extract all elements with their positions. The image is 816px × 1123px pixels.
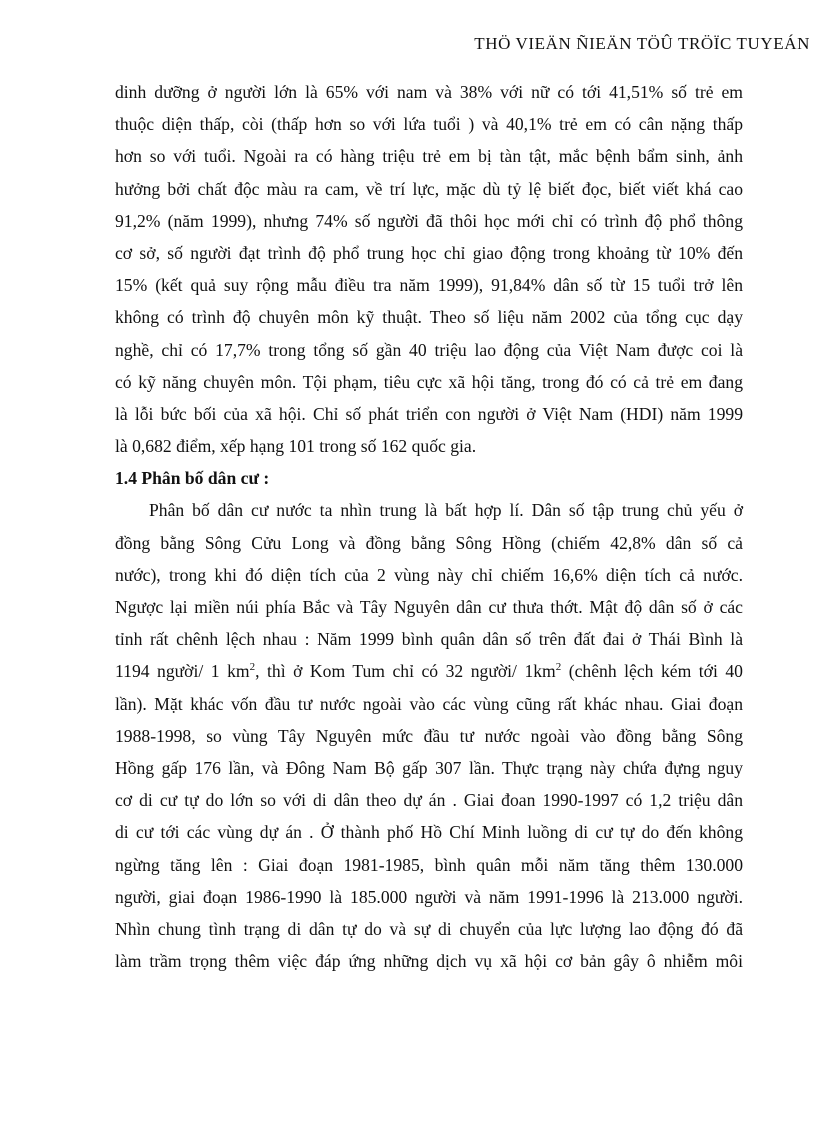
text-segment: 1194 người/ 1 km bbox=[115, 661, 250, 682]
paragraph-health-education bbox=[115, 76, 743, 462]
paragraph-population-distribution bbox=[115, 494, 743, 977]
section-heading: 1.4 Phân bố dân cư : bbox=[115, 468, 270, 489]
superscript: 2 bbox=[555, 661, 562, 674]
text-line: Phân bố dân cư nước ta nhìn trung là bất hợp lí. Dân số tập trung chủ yếu ở bbox=[149, 500, 743, 521]
text-line: có kỹ năng chuyên môn. Tội phạm, tiêu cực xã hội tăng, trong đó có cả trẻ em đang bbox=[115, 371, 743, 392]
text-line: là 0,682 điểm, xếp hạng 101 trong số 162 quốc gia. bbox=[115, 436, 477, 457]
text-line: cơ sở, số người đạt trình độ phổ trung học chỉ giao động trong khoảng từ 10% đến bbox=[115, 242, 743, 263]
text-line: không có trình độ chuyên môn kỹ thuật. Theo số liệu năm 2002 của tổng cục dạy bbox=[115, 307, 743, 328]
text-line: Hồng gấp 176 lần, và Đông Nam Bộ gấp 307 lần. Thực trạng này chứa đựng nguy bbox=[115, 757, 743, 778]
text-line: cơ di cư tự do lớn so với di dân theo dự án . Giai đoan 1990-1997 có 1,2 triệu dân bbox=[115, 790, 743, 811]
document-body bbox=[115, 76, 743, 977]
text-line: thuộc diện thấp, còi (thấp hơn so với lứa tuổi ) và 40,1% trẻ em có cân nặng thấp bbox=[115, 114, 743, 135]
text-line: người, giai đoạn 1986-1990 là 185.000 người và năm 1991-1996 là 213.000 người. bbox=[115, 886, 743, 907]
text-line: dinh dưỡng ở người lớn là 65% với nam và 38% với nữ có tới 41,51% số trẻ em bbox=[115, 82, 743, 102]
text-line-area bbox=[115, 655, 743, 687]
text-line: nước), trong khi đó diện tích của 2 vùng này chỉ chiếm 16,6% diện tích cả nước. bbox=[115, 564, 743, 585]
text-segment: , thì ở Kom Tum chỉ có 32 người/ 1km bbox=[255, 661, 556, 682]
text-line: 1988-1998, so vùng Tây Nguyên mức đầu tư nước ngoài vào đồng bằng Sông bbox=[115, 725, 743, 746]
text-line: hưởng bởi chất độc màu ra cam, về trí lực, mặc dù tỷ lệ biết đọc, biết viết khá cao bbox=[115, 178, 743, 199]
text-line: Nhìn chung tình trạng di dân tự do và sự di chuyển của lực lượng lao động đó đã bbox=[115, 918, 743, 939]
text-line: 15% (kết quả suy rộng mẫu điều tra năm 1999), 91,84% dân số từ 15 tuổi trở lên bbox=[115, 275, 743, 296]
text-line: đồng bằng Sông Cửu Long và đồng bằng Sông Hồng (chiếm 42,8% dân số cả bbox=[115, 532, 743, 553]
text-line: 91,2% (năm 1999), nhưng 74% số người đã thôi học mới chỉ có trình độ phổ thông bbox=[115, 210, 743, 231]
text-line: tỉnh rất chênh lệch nhau : Năm 1999 bình quân dân số trên đất đai ở Thái Bình là bbox=[115, 629, 743, 650]
text-line: Ngược lại miền núi phía Bắc và Tây Nguyên dân cư thưa thớt. Mật độ dân số ở các bbox=[115, 597, 743, 617]
text-line: nghề, chỉ có 17,7% trong tổng số gần 40 triệu lao động của Việt Nam được coi là bbox=[115, 339, 743, 360]
text-line: ngừng tăng lên : Giai đoạn 1981-1985, bình quân mỗi năm tăng thêm 130.000 bbox=[115, 854, 743, 875]
text-line: di cư tới các vùng dự án . Ở thành phố Hồ Chí Minh luồng di cư tự do đến không bbox=[115, 822, 743, 843]
text-line: làm trầm trọng thêm việc đáp ứng những dịch vụ xã hội cơ bản gây ô nhiễm môi bbox=[115, 951, 743, 972]
text-line: lần). Mặt khác vốn đầu tư nước ngoài vào các vùng cũng rất khác nhau. Giai đoạn bbox=[115, 693, 743, 714]
superscript: 2 bbox=[249, 661, 256, 674]
text-segment: (chênh lệch kém tới 40 bbox=[561, 661, 743, 682]
text-line: là lỗi bức bối của xã hội. Chỉ số phát triển con người ở Việt Nam (HDI) năm 1999 bbox=[115, 403, 743, 424]
page-header-title: THÖ VIEÄN ÑIEÄN TÖÛ TRÖÏC TUYEÁN bbox=[474, 34, 810, 53]
text-line: hơn so với tuổi. Ngoài ra có hàng triệu trẻ em bị tàn tật, mắc bệnh bẩm sinh, ảnh bbox=[115, 146, 743, 167]
